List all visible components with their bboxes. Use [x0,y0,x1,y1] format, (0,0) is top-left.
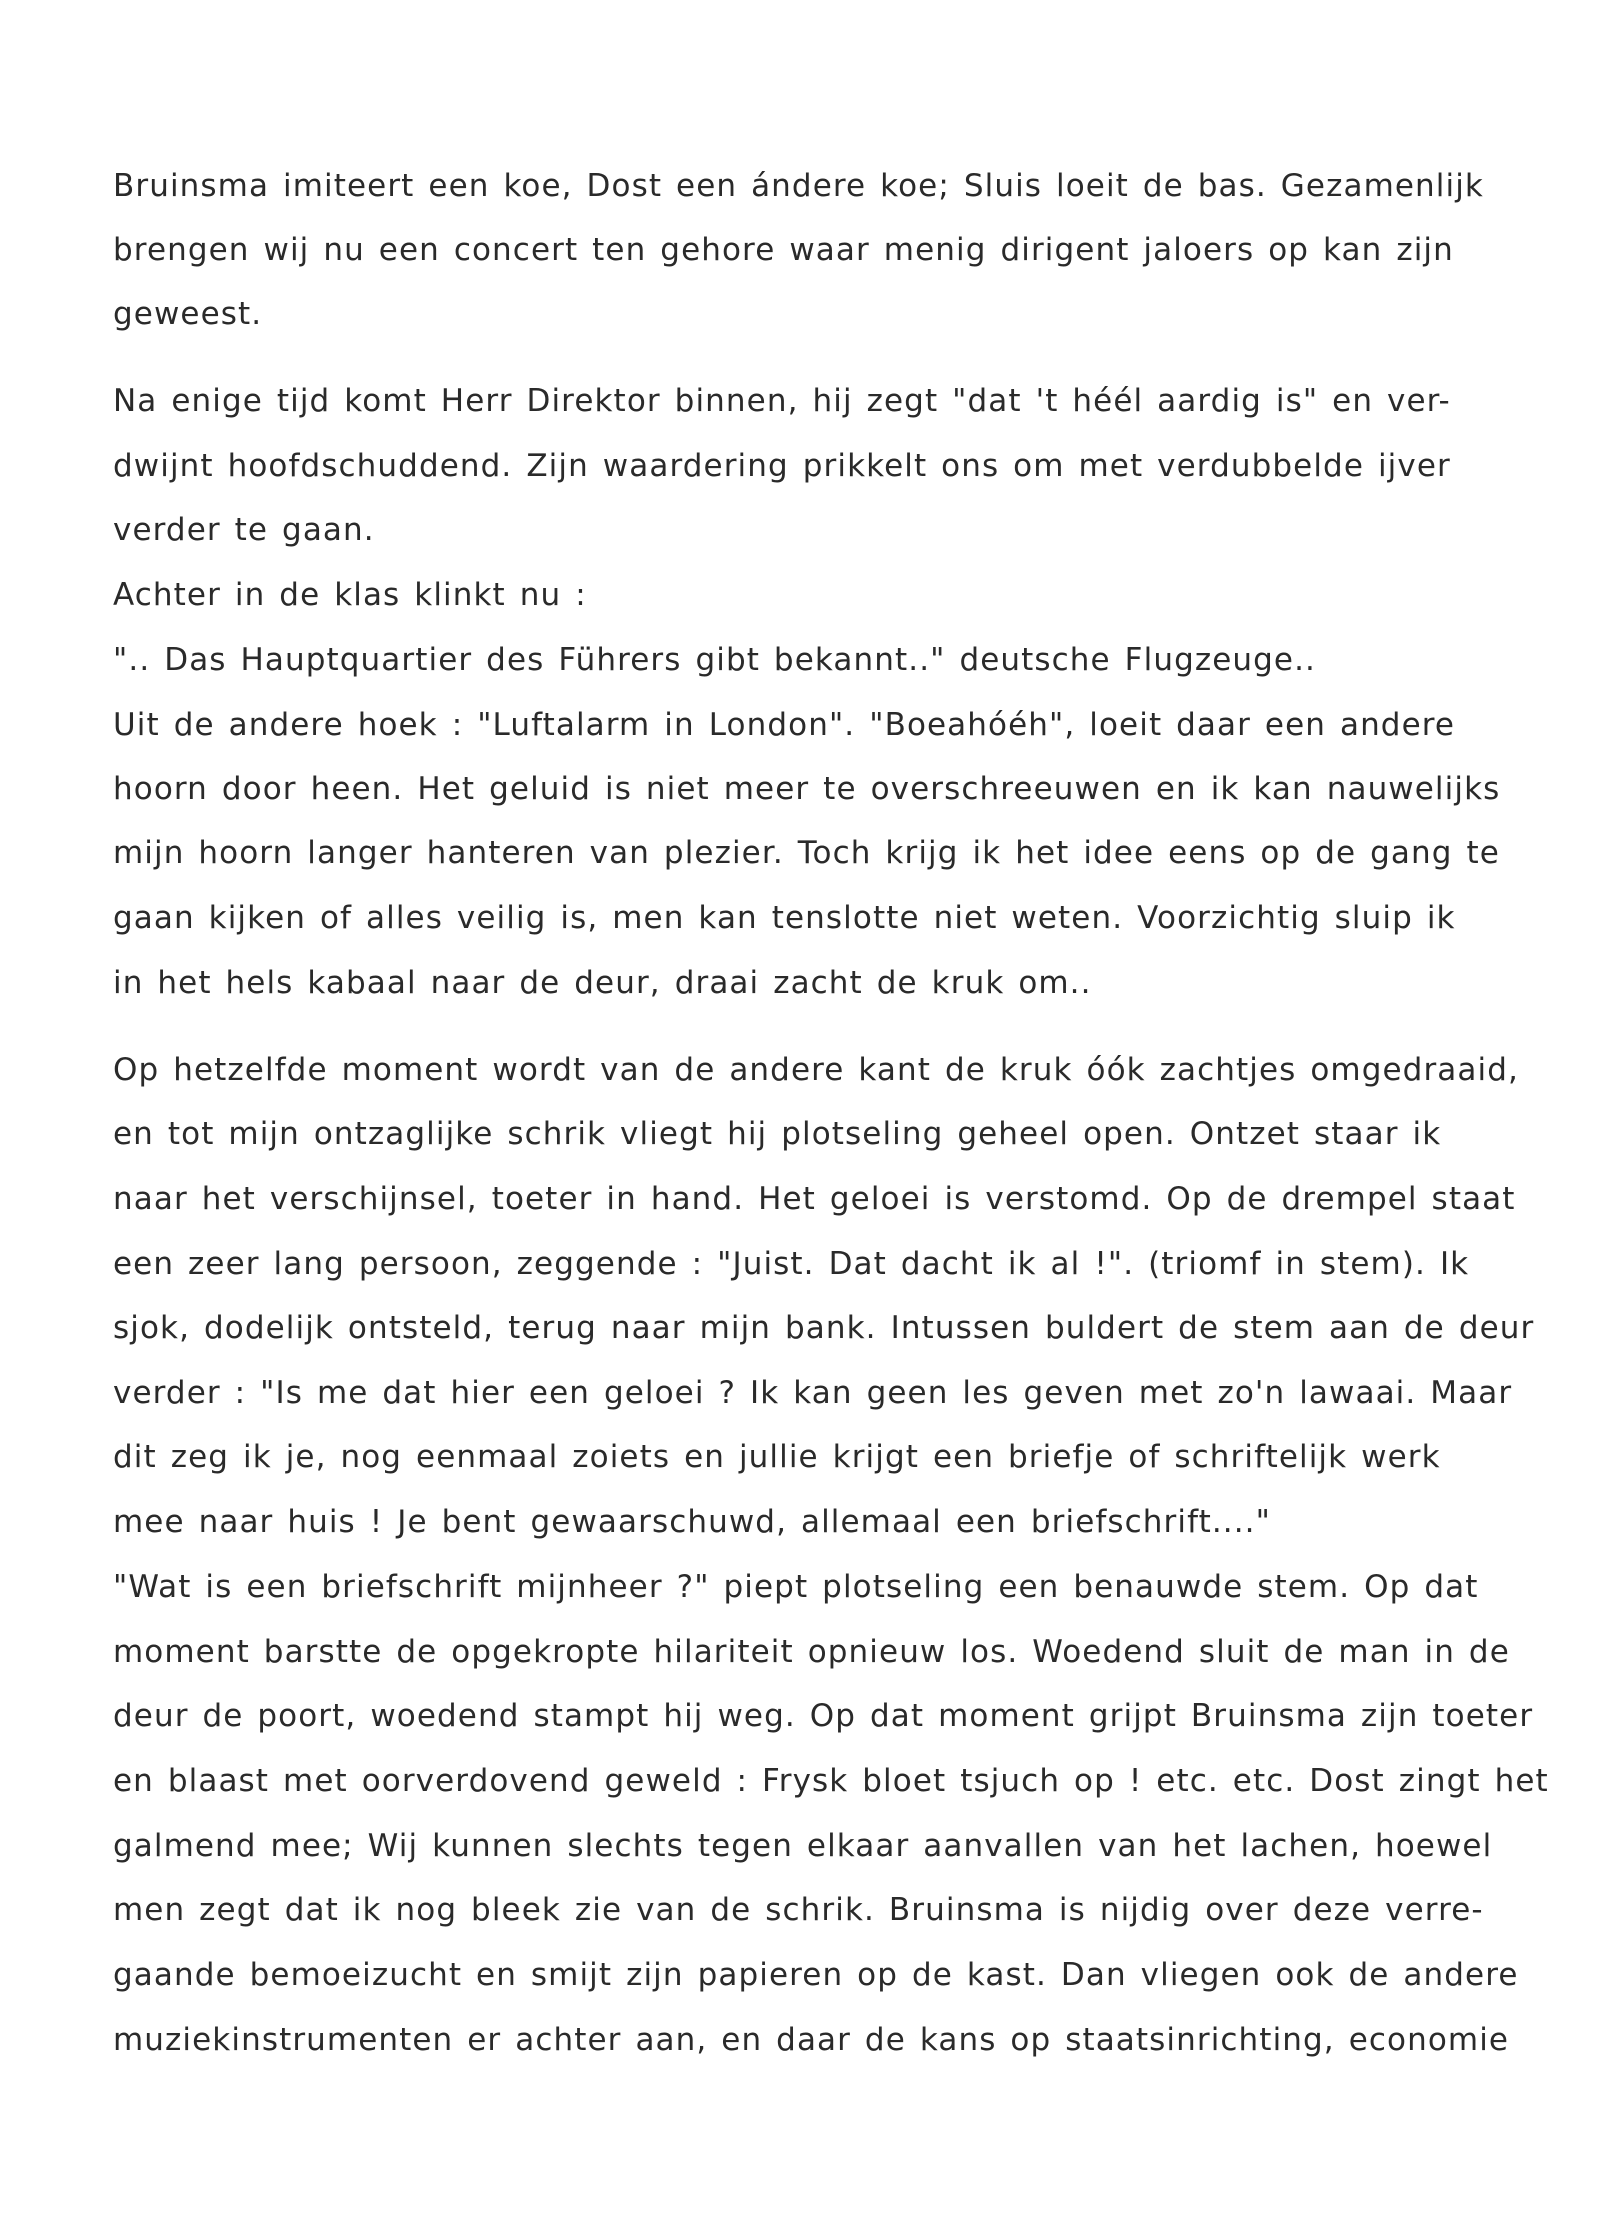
text-line: in het hels kabaal naar de deur, draai zacht de kruk om.. [113,965,1092,1001]
text-line: gaande bemoeizucht en smijt zijn papieren op de kast. Dan vliegen ook de andere [113,1957,1519,1993]
text-line: galmend mee; Wij kunnen slechts tegen elkaar aanvallen van het lachen, hoewel [113,1828,1493,1864]
text-line: dwijnt hoofdschuddend. Zijn waardering prikkelt ons om met verdubbelde ijver [113,448,1451,484]
text-line: Bruinsma imiteert een koe, Dost een ándere koe; Sluis loeit de bas. Gezamenlijk [113,168,1484,204]
text-line: mijn hoorn langer hanteren van plezier. Toch krijg ik het idee eens op de gang te [113,835,1500,871]
text-line: verder : "Is me dat hier een geloei ? Ik kan geen les geven met zo'n lawaai. Maar [113,1375,1513,1411]
text-line: gaan kijken of alles veilig is, men kan tenslotte niet weten. Voorzichtig sluip ik [113,900,1456,936]
text-line: geweest. [113,296,263,332]
text-line: moment barstte de opgekropte hilariteit opnieuw los. Woedend sluit de man in de [113,1634,1510,1670]
text-line: naar het verschijnsel, toeter in hand. Het geloei is verstomd. Op de drempel staat [113,1181,1516,1217]
text-line: Achter in de klas klinkt nu : [113,577,587,613]
text-line: Na enige tijd komt Herr Direktor binnen, hij zegt "dat 't héél aardig is" en ver- [113,383,1451,419]
text-line: een zeer lang persoon, zeggende : "Juist. Dat dacht ik al !". (triomf in stem). Ik [113,1246,1470,1282]
text-line: mee naar huis ! Je bent gewaarschuwd, allemaal een briefschrift...." [113,1504,1271,1540]
text-line: en tot mijn ontzaglijke schrik vliegt hij plotseling geheel open. Ontzet staar ik [113,1116,1442,1152]
text-line: sjok, dodelijk ontsteld, terug naar mijn bank. Intussen buldert de stem aan de deur [113,1310,1535,1346]
text-line: dit zeg ik je, nog eenmaal zoiets en jullie krijgt een briefje of schriftelijk werk [113,1439,1441,1475]
text-line: ".. Das Hauptquartier des Führers gibt bekannt.." deutsche Flugzeuge.. [113,642,1316,678]
text-line: hoorn door heen. Het geluid is niet meer te overschreeuwen en ik kan nauwelijks [113,771,1501,807]
text-line: muziekinstrumenten er achter aan, en daar de kans op staatsinrichting, economie [113,2022,1510,2058]
text-line: "Wat is een briefschrift mijnheer ?" piept plotseling een benauwde stem. Op dat [113,1569,1479,1605]
text-line: deur de poort, woedend stampt hij weg. Op dat moment grijpt Bruinsma zijn toeter [113,1698,1534,1734]
text-line: men zegt dat ik nog bleek zie van de schrik. Bruinsma is nijdig over deze verre- [113,1892,1484,1928]
text-line: brengen wij nu een concert ten gehore waar menig dirigent jaloers op kan zijn [113,232,1454,268]
text-line: en blaast met oorverdovend geweld : Frysk bloet tsjuch op ! etc. etc. Dost zingt het [113,1763,1549,1799]
text-line: verder te gaan. [113,512,375,548]
text-line: Op hetzelfde moment wordt van de andere kant de kruk óók zachtjes omgedraaid, [113,1052,1519,1088]
text-line: Uit de andere hoek : "Luftalarm in London". "Boeahóéh", loeit daar een andere [113,707,1456,743]
